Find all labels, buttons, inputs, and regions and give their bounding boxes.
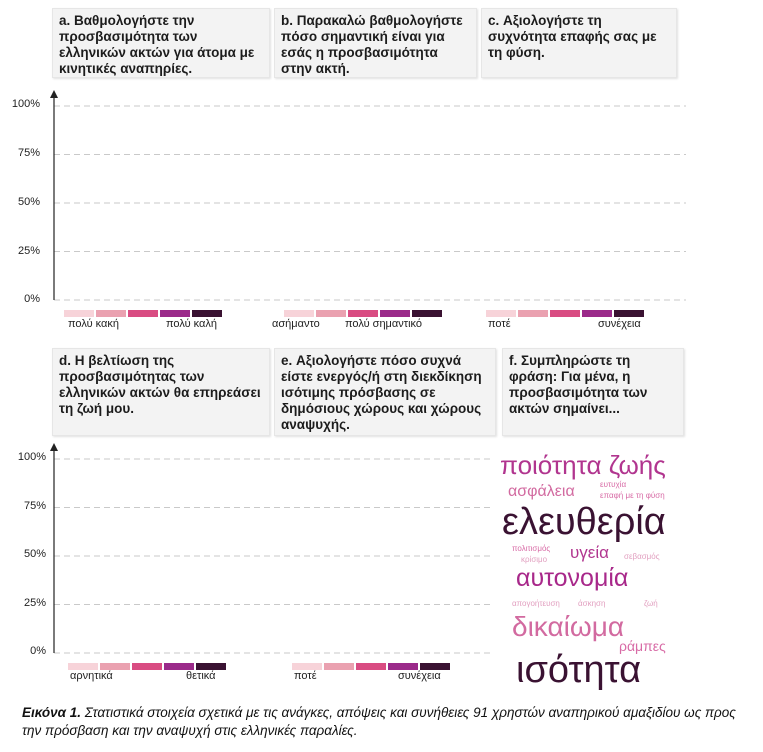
cloud-word: υγεία xyxy=(570,543,609,562)
figure-caption xyxy=(22,704,742,740)
y-tick-bottom-50: 50% xyxy=(23,548,46,560)
y-tick-bottom-75: 75% xyxy=(23,500,46,512)
legend-swatch-e-1 xyxy=(324,663,354,670)
legend-swatch-e-4 xyxy=(420,663,450,670)
stack-segment-a-3 xyxy=(52,114,262,135)
stack-segment-e-2 xyxy=(280,550,490,602)
y-tick-top-75: 75% xyxy=(17,147,40,159)
cloud-word: ασφάλεια xyxy=(508,483,575,500)
legend-swatch-d-4 xyxy=(196,663,226,670)
y-tick-bottom-100: 100% xyxy=(17,451,46,463)
cloud-word: άσκηση xyxy=(578,599,606,608)
scale-d-low: αρνητικά xyxy=(70,670,113,682)
stack-segment-c-2 xyxy=(474,234,684,273)
cloud-word: ισότητα xyxy=(516,649,642,691)
legend-swatch-a-4 xyxy=(192,310,222,317)
stack-segment-c-1 xyxy=(474,273,684,298)
cloud-word: σεβασμός xyxy=(624,552,660,561)
scale-e-low: ποτέ xyxy=(294,670,317,682)
stack-segment-e-4 xyxy=(280,459,490,467)
legend-swatch-a-0 xyxy=(64,310,94,317)
cloud-word: απογοήτευση xyxy=(512,599,560,608)
cloud-word: αυτονομία xyxy=(516,564,629,592)
scale-c-high: συνέχεια xyxy=(598,318,641,330)
y-tick-top-100: 100% xyxy=(11,98,40,110)
legend-swatch-c-1 xyxy=(518,310,548,317)
scale-b-low: ασήμαντο xyxy=(272,318,320,330)
caption-label: Εικόνα 1. xyxy=(22,705,82,720)
scale-c-low: ποτέ xyxy=(488,318,511,330)
legend-swatch-d-3 xyxy=(164,663,194,670)
question-b: b. Παρακαλώ βαθμολογήστε πόσο σημαντική είναι για εσάς η προσβασιμότητα στην ακτή. xyxy=(274,8,477,78)
stack-segment-c-3 xyxy=(474,127,684,234)
question-f: f. Συμπληρώστε τη φράση: Για μένα, η προσβασιμότητα των ακτών σημαίνει... xyxy=(502,348,684,436)
legend-swatch-b-1 xyxy=(316,310,346,317)
legend-swatch-d-0 xyxy=(68,663,98,670)
legend-swatch-d-1 xyxy=(100,663,130,670)
question-e: e. Αξιολογήστε πόσο συχνά είστε ενεργός/ή στη διεκδίκηση ισότιμης πρόσβασης σε δημόσιους χώρους και χώρους αναψυχής. xyxy=(274,348,496,436)
legend-swatch-b-4 xyxy=(412,310,442,317)
stack-segment-d-1 xyxy=(56,649,266,653)
stack-segment-b-2 xyxy=(272,286,482,294)
legend-swatch-c-4 xyxy=(614,310,644,317)
y-tick-bottom-0: 0% xyxy=(30,645,46,657)
stack-segment-e-3 xyxy=(280,467,490,550)
cloud-word: πολιτισμός xyxy=(512,544,551,553)
cloud-word: ποιότητα ζωής xyxy=(500,450,666,480)
y-tick-bottom-25: 25% xyxy=(23,597,46,609)
stack-segment-a-2 xyxy=(52,135,262,176)
scale-a-high: πολύ καλή xyxy=(166,318,217,330)
stack-segment-d-4 xyxy=(56,459,266,626)
stack-segment-a-1 xyxy=(52,176,262,246)
cloud-word: ελευθερία xyxy=(502,501,666,543)
stack-segment-a-0 xyxy=(52,246,262,300)
legend-swatch-b-0 xyxy=(284,310,314,317)
y-tick-top-25: 25% xyxy=(17,245,40,257)
scale-a-low: πολύ κακή xyxy=(68,318,119,330)
legend-swatch-e-2 xyxy=(356,663,386,670)
legend-swatch-c-2 xyxy=(550,310,580,317)
cloud-word: επαφή με τη φύση xyxy=(600,491,665,500)
cloud-word: κρίσιμο xyxy=(521,555,548,564)
question-a: a. Βαθμολογήστε την προσβασιμότητα των ελληνικών ακτών για άτομα με κινητικές αναπηρίες. xyxy=(52,8,270,78)
stack-segment-e-0 xyxy=(280,641,490,653)
stack-segment-b-3 xyxy=(272,271,482,287)
stack-segment-c-4 xyxy=(474,106,684,127)
legend-swatch-b-2 xyxy=(348,310,378,317)
y-axis-arrow xyxy=(50,90,58,98)
y-tick-top-0: 0% xyxy=(24,293,40,305)
legend-swatch-a-1 xyxy=(96,310,126,317)
scale-e-high: συνέχεια xyxy=(398,670,441,682)
cloud-word: δικαίωμα xyxy=(512,611,625,642)
stack-segment-b-4 xyxy=(272,106,482,271)
legend-swatch-d-2 xyxy=(132,663,162,670)
cloud-word: ζωή xyxy=(644,599,658,608)
legend-swatch-b-3 xyxy=(380,310,410,317)
y-axis-arrow xyxy=(50,443,58,451)
scale-d-high: θετικά xyxy=(186,670,216,682)
cloud-word: ευτυχία xyxy=(600,480,627,489)
question-c: c. Αξιολογήστε τη συχνότητα επαφής σας με τη φύση. xyxy=(481,8,677,78)
legend-swatch-c-0 xyxy=(486,310,516,317)
stack-segment-d-2 xyxy=(56,643,266,649)
stack-segment-e-1 xyxy=(280,603,490,642)
caption-text: Στατιστικά στοιχεία σχετικά με τις ανάγκες, απόψεις και συνήθειες 91 χρηστών αναπηρικού αμαξιδίου ως προς την πρόσβαση και την αναψυχή στις ελληνικές παραλίες. xyxy=(22,705,736,738)
legend-swatch-c-3 xyxy=(582,310,612,317)
y-tick-top-50: 50% xyxy=(17,196,40,208)
stack-segment-a-4 xyxy=(52,106,262,114)
legend-swatch-e-0 xyxy=(292,663,322,670)
stack-segment-d-3 xyxy=(56,626,266,643)
stack-segment-b-1 xyxy=(272,294,482,298)
legend-swatch-e-3 xyxy=(388,663,418,670)
legend-swatch-a-3 xyxy=(160,310,190,317)
cloud-word: ράμπες xyxy=(619,638,666,654)
legend-swatch-a-2 xyxy=(128,310,158,317)
question-d: d. Η βελτίωση της προσβασιμότητας των ελληνικών ακτών θα επηρεάσει τη ζωή μου. xyxy=(52,348,270,436)
scale-b-high: πολύ σημαντικό xyxy=(345,318,423,330)
